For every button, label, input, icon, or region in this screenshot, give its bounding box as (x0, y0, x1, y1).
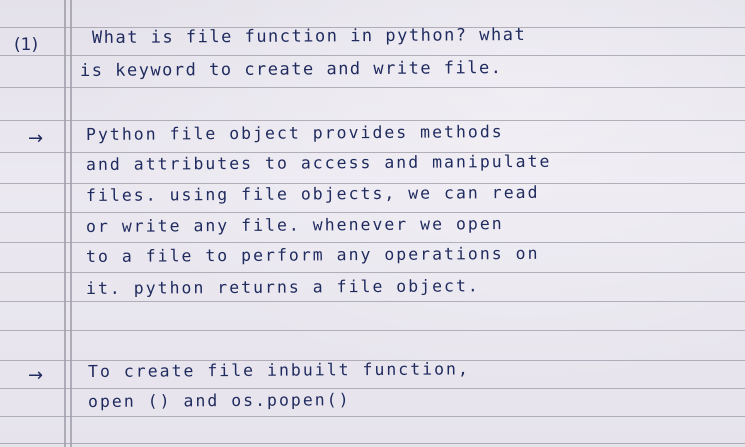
answer-line: to a file to perform any operations on (85, 243, 540, 266)
answer-line: and attributes to access and manipulate (85, 151, 552, 174)
answer-line: it. python returns a file object. (85, 276, 480, 298)
ruled-line (0, 330, 745, 331)
ruled-line (0, 272, 745, 273)
answer-line: Python file object provides methods (85, 122, 504, 144)
answer-line: files. using file objects, we can read (85, 182, 540, 205)
ruled-line (0, 443, 745, 444)
answer-arrow: → (28, 365, 44, 386)
margin-line (70, 0, 72, 447)
ruled-line (0, 120, 745, 121)
answer-arrow: → (28, 128, 44, 149)
question-number: (1) (14, 35, 39, 55)
ruled-line (0, 388, 745, 389)
ruled-line (0, 242, 745, 243)
ruled-line (0, 301, 745, 302)
ruled-line (0, 87, 745, 88)
answer-line: open () and os.popen() (87, 390, 351, 411)
ruled-line (0, 416, 745, 417)
answer-line: or write any file. whenever we open (85, 214, 504, 236)
question-line: What is file function in python? what (91, 24, 527, 48)
margin-line (64, 0, 66, 447)
question-line: is keyword to create and write file. (79, 58, 503, 81)
ruled-line (0, 55, 745, 56)
ruled-line (0, 212, 745, 213)
answer-line: To create file inbuilt function, (87, 359, 470, 381)
